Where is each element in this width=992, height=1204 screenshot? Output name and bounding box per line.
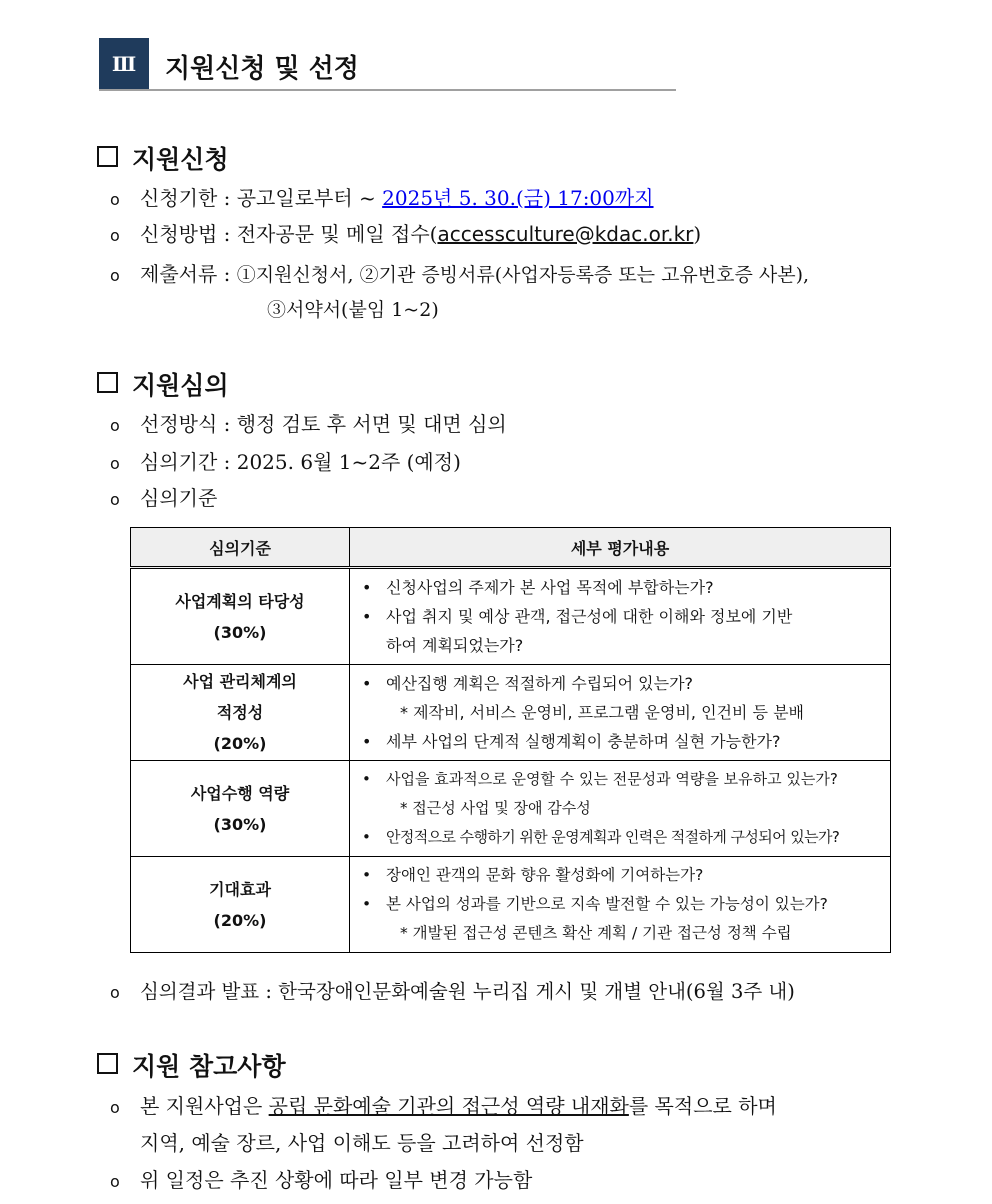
circle-bullet-icon: o	[110, 454, 120, 473]
item-note-2: o 위 일정은 추진 상황에 따라 일부 변경 가능함	[110, 1168, 533, 1192]
heading-notes: 지원 참고사항	[97, 1047, 286, 1083]
table-row: 사업수행 역량 (30%) • 사업을 효과적으로 운영할 수 있는 전문성과 역량을 보유하고 있는가? * 접근성 사업 및 장애 감수성 • 안정적으로 수행하기 위한 운영계획과 인력은 적절하게 구성되어 있는가?	[131, 761, 891, 857]
docs-line2: ③서약서(붙임 1~2)	[267, 299, 439, 321]
table-row: 사업계획의 타당성 (30%) • 신청사업의 주제가 본 사업 목적에 부합하는가? • 사업 취지 및 예상 관객, 접근성에 대한 이해와 정보에 기반 하여 계획되었는가?	[131, 568, 891, 665]
section-number-badge: Ⅲ	[99, 38, 149, 90]
section-title: 지원신청 및 선정	[165, 54, 359, 84]
criteria-table	[130, 527, 891, 953]
item-criteria: o 심의기준	[110, 486, 218, 510]
table-row: 기대효과 (20%) • 장애인 관객의 문화 향유 활성화에 기여하는가? • 본 사업의 성과를 기반으로 지속 발전할 수 있는 가능성이 있는가? * 개발된 접근성 콘텐츠 확산 계획 / 기관 접근성 정책 수립	[131, 857, 891, 953]
heading-review: 지원심의	[97, 366, 229, 402]
table-header-criteria: 심의기준	[131, 528, 350, 568]
item-selection-method: o 선정방식 : 행정 검토 후 서면 및 대면 심의	[110, 412, 507, 436]
item-deadline: o 신청기한 : 공고일로부터 ~ 2025년 5. 30.(금) 17:00까지	[110, 186, 654, 210]
item-review-result: o 심의결과 발표 : 한국장애인문화예술원 누리집 게시 및 개별 안내(6월 3주 내)	[110, 980, 795, 1003]
checkbox-icon	[97, 372, 118, 393]
email-link[interactable]: accessculture@kdac.or.kr	[437, 222, 694, 246]
checkbox-icon	[97, 146, 118, 167]
heading-apply: 지원신청	[97, 140, 229, 176]
item-method: o 신청방법 : 전자공문 및 메일 접수(accessculture@kdac.or.kr)	[110, 222, 702, 246]
note-1-line2: 지역, 예술 장르, 사업 이해도 등을 고려하여 선정함	[140, 1131, 584, 1155]
circle-bullet-icon: o	[110, 1172, 120, 1191]
circle-bullet-icon: o	[110, 226, 120, 245]
header-underline	[99, 89, 676, 91]
section-header	[99, 38, 676, 90]
table-row: 사업 관리체계의 적정성 (20%) • 예산집행 계획은 적절하게 수립되어 있는가? * 제작비, 서비스 운영비, 프로그램 운영비, 인건비 등 분배 • 세부 사업의 단계적 실행계획이 충분하며 실현 가능한가?	[131, 665, 891, 761]
circle-bullet-icon: o	[110, 266, 120, 285]
circle-bullet-icon: o	[110, 983, 120, 1002]
underlined-phrase: 공립 문화예술 기관의 접근성 역량 내재화	[268, 1094, 629, 1118]
checkbox-icon	[97, 1053, 118, 1074]
table-header-details: 세부 평가내용	[350, 528, 891, 568]
item-docs: o 제출서류 : ①지원신청서, ②기관 증빙서류(사업자등록증 또는 고유번호증 사본),	[110, 262, 810, 286]
circle-bullet-icon: o	[110, 416, 120, 435]
table-header-row	[131, 528, 891, 568]
circle-bullet-icon: o	[110, 490, 120, 509]
deadline-value: 2025년 5. 30.(금) 17:00까지	[382, 186, 654, 210]
circle-bullet-icon: o	[110, 1098, 120, 1117]
item-note-1: o 본 지원사업은 공립 문화예술 기관의 접근성 역량 내재화를 목적으로 하며	[110, 1094, 777, 1118]
circle-bullet-icon: o	[110, 190, 120, 209]
item-review-period: o 심의기간 : 2025. 6월 1~2주 (예정)	[110, 450, 461, 474]
